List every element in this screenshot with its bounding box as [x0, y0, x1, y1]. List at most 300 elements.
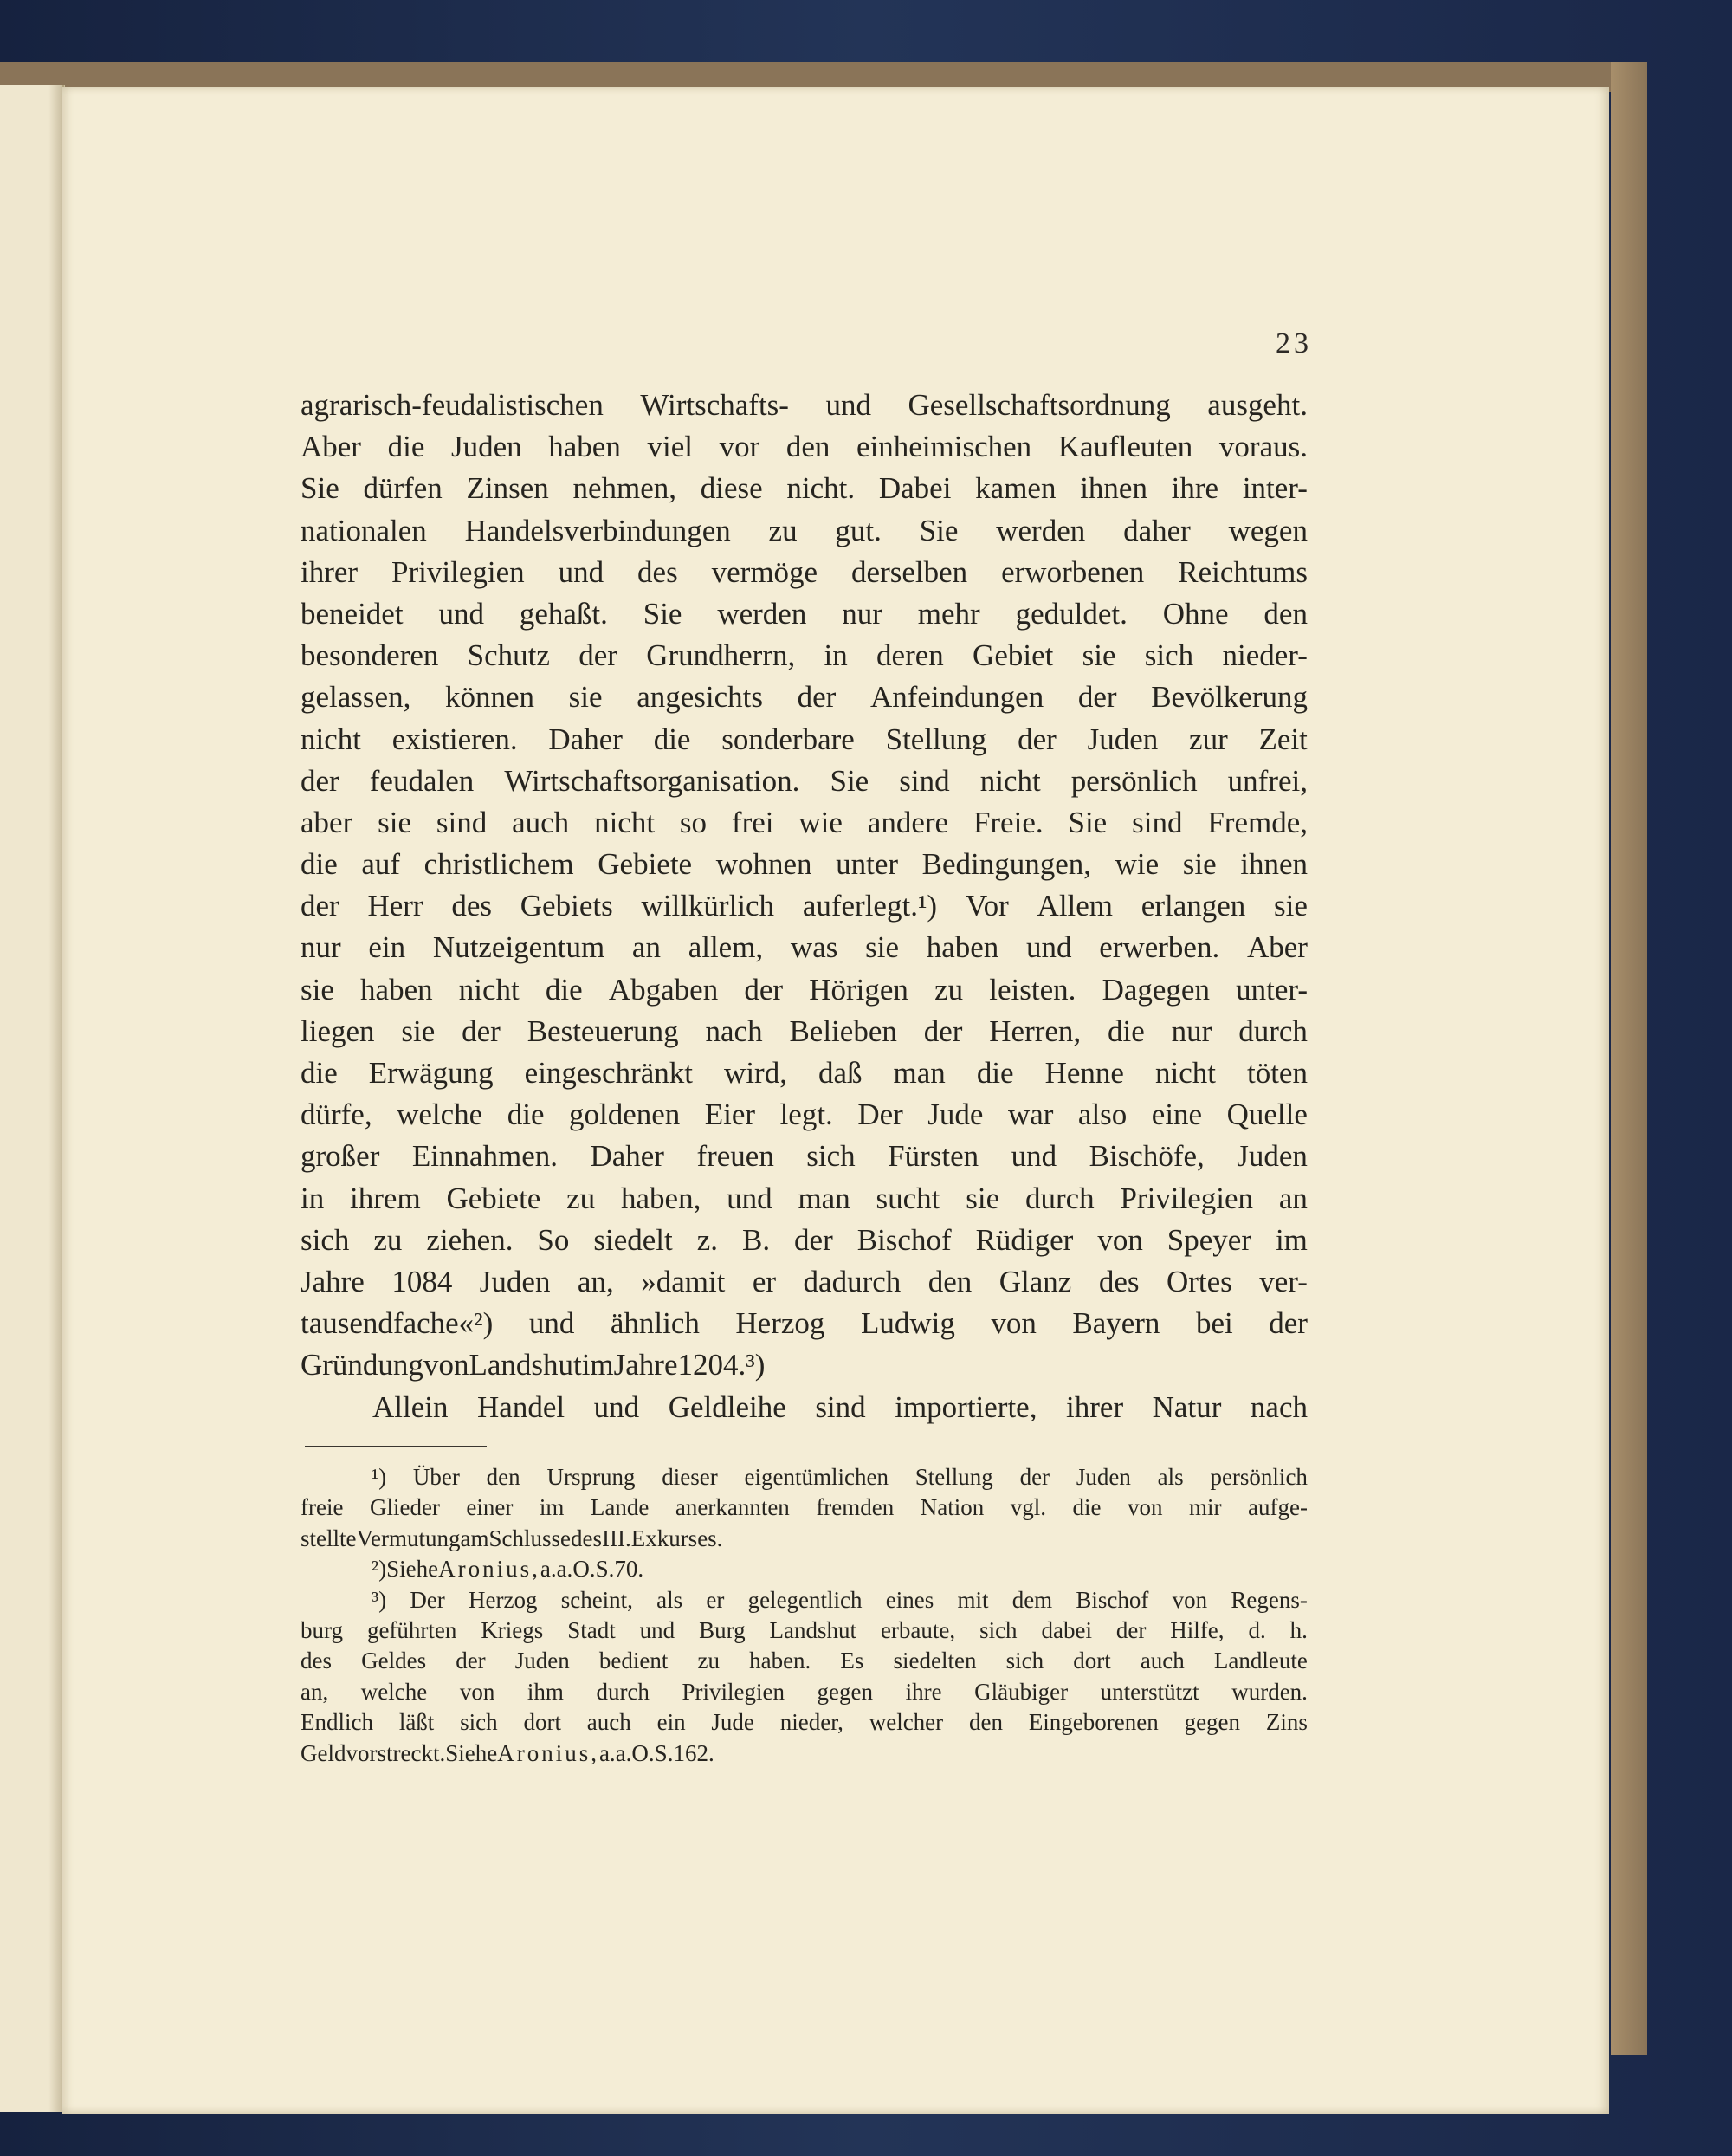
word: inter- [1242, 471, 1308, 506]
word: aber [301, 805, 353, 839]
word: der [1077, 680, 1117, 715]
word: Vermutung [356, 1525, 461, 1551]
word: Ludwig [860, 1306, 955, 1341]
word: andere [867, 805, 949, 839]
word: Geldes [361, 1648, 427, 1674]
word: Bischof [856, 1222, 952, 1257]
word: Gläubiger [974, 1678, 1069, 1705]
word: mit [957, 1586, 989, 1613]
word: Herzog [469, 1586, 538, 1613]
word: des [301, 1648, 332, 1674]
word: wie [1115, 847, 1160, 882]
word: im [1275, 1222, 1308, 1257]
footnote-line [301, 1554, 1308, 1584]
word: Allem [1037, 889, 1114, 923]
word: im [581, 1348, 614, 1382]
word: die [976, 1056, 1014, 1090]
word: Zinsen [466, 471, 549, 506]
word: zu [697, 1648, 720, 1674]
word: den [927, 1264, 973, 1298]
word: angesichts [637, 680, 763, 715]
word: Grundherrn, [646, 638, 796, 673]
word: auferlegt.¹) [802, 889, 938, 923]
footnote-line [301, 1492, 1308, 1523]
word: sucht [876, 1181, 940, 1215]
word: Wirtschafts- [640, 388, 789, 422]
word: unfrei, [1227, 763, 1308, 798]
word: Endlich [301, 1709, 373, 1736]
word: Vor [965, 889, 1009, 923]
page-number: 23 [1276, 327, 1312, 359]
word: Hörigen [809, 972, 908, 1007]
word: Ursprung [546, 1464, 636, 1490]
word: von [459, 1678, 495, 1705]
word: 1204.³) [677, 1348, 766, 1382]
word: haben [360, 972, 433, 1007]
word: der [301, 889, 339, 923]
word: Geldleihe [668, 1389, 786, 1424]
word: goldenen [568, 1097, 681, 1132]
word: vor [719, 430, 760, 464]
word: ihrer [1066, 1389, 1124, 1424]
word: und [639, 1616, 675, 1643]
word: importierte, [895, 1389, 1037, 1424]
word: töten [1246, 1056, 1308, 1090]
word: vorstreckt. [346, 1739, 446, 1766]
word: Bischöfe, [1089, 1139, 1205, 1174]
word: christlichem [423, 847, 574, 882]
word: sich [1005, 1648, 1044, 1674]
text-line [301, 552, 1308, 593]
word: nationalen [301, 513, 427, 547]
word: kamen [975, 471, 1057, 506]
text-line [301, 635, 1308, 677]
word: B. [741, 1222, 771, 1257]
word: besonderen [301, 638, 439, 673]
word: 162. [673, 1739, 714, 1766]
word: wurden. [1231, 1678, 1308, 1705]
word: liegen [301, 1013, 375, 1048]
word: erwerben. [1099, 930, 1220, 965]
word: Kriegs [481, 1616, 544, 1643]
word: sich [806, 1139, 856, 1174]
word: daß [818, 1056, 863, 1090]
word: O. [572, 1556, 596, 1583]
word: sind [436, 805, 488, 839]
word: die [301, 1056, 338, 1090]
word: den [785, 430, 830, 464]
word: auch [586, 1709, 631, 1736]
word: Landleute [1213, 1648, 1308, 1674]
word: geführten [366, 1616, 457, 1643]
word: Belieben [789, 1013, 897, 1048]
word: voraus. [1218, 430, 1308, 464]
word: ähnlich [610, 1306, 700, 1341]
word: Juden [1237, 1139, 1308, 1174]
word: nicht [594, 805, 656, 839]
word: Sie [919, 513, 959, 547]
word: einer [466, 1494, 514, 1521]
word: Juden [514, 1648, 570, 1674]
word: sie [966, 1181, 1000, 1215]
footnote-line [301, 1646, 1308, 1676]
word: dieser [662, 1464, 718, 1490]
word: von [1128, 1494, 1163, 1521]
word: Zins [1265, 1709, 1308, 1736]
word: erbaute, [880, 1616, 956, 1643]
word: Glanz [998, 1264, 1072, 1298]
word: S. [654, 1739, 674, 1766]
word: wohnen [715, 847, 812, 882]
word: sie [1082, 638, 1116, 673]
word: Siehe [445, 1739, 498, 1766]
word: nehmen, [572, 471, 677, 506]
word: ihm [527, 1678, 564, 1705]
word: des [1098, 1264, 1140, 1298]
word: »damit [641, 1264, 726, 1298]
word: ²) [372, 1556, 387, 1583]
word: freuen [696, 1139, 774, 1174]
word: siedelten [893, 1648, 977, 1674]
word: die [301, 847, 338, 882]
word: an, [577, 1264, 614, 1298]
word: sich [301, 1222, 350, 1257]
word: die [1108, 1013, 1145, 1048]
word: Jude [927, 1097, 984, 1132]
word: durch [1024, 1181, 1095, 1215]
word: nicht [458, 972, 520, 1007]
word: der [744, 972, 784, 1007]
word: vermöge [711, 554, 818, 589]
word: ziehen. [426, 1222, 514, 1257]
word: Juden [1076, 1464, 1131, 1490]
word: Aber [1246, 930, 1308, 965]
word: Siehe [386, 1556, 439, 1583]
word: existieren. [391, 722, 518, 756]
word: war [1007, 1097, 1054, 1132]
word: sich [460, 1709, 498, 1736]
word: welche [397, 1097, 483, 1132]
word: Der [410, 1586, 445, 1613]
word: im [539, 1494, 565, 1521]
word: haben, [621, 1181, 701, 1215]
word: Lande [590, 1494, 650, 1521]
word: Speyer [1167, 1222, 1251, 1257]
word: bei [1195, 1306, 1233, 1341]
word: stellte [301, 1525, 357, 1551]
word: mir [1189, 1494, 1222, 1521]
word: dort [1073, 1648, 1111, 1674]
word: Ohne [1162, 596, 1229, 631]
word: burg [301, 1616, 344, 1643]
word: sie [401, 1013, 436, 1048]
word: zu [566, 1181, 596, 1215]
word: zu [373, 1222, 403, 1257]
word: die [1072, 1494, 1102, 1521]
word: Glieder [369, 1494, 440, 1521]
word: Besteuerung [527, 1013, 679, 1048]
word: als [656, 1586, 683, 1613]
footnote-line [301, 1462, 1308, 1492]
word: wegen [1228, 513, 1308, 547]
word: gegen [1184, 1709, 1241, 1736]
word: nicht [979, 763, 1041, 798]
word: a. [540, 1556, 557, 1583]
word: Gründung [301, 1348, 423, 1382]
word: in [824, 638, 848, 673]
word: gut. [835, 513, 882, 547]
word: gehaßt. [519, 596, 608, 631]
word: die [507, 1097, 545, 1132]
word: ihnen [1080, 471, 1147, 506]
footnote-line [301, 1585, 1308, 1615]
word: Jahre [301, 1264, 365, 1298]
word: deren [876, 638, 944, 673]
word: eines [885, 1586, 934, 1613]
text-line [301, 385, 1308, 426]
word: Abgaben [608, 972, 719, 1007]
word: an [1278, 1181, 1308, 1215]
word: geduldet. [1015, 596, 1128, 631]
word: der [456, 1648, 486, 1674]
word: des [637, 554, 678, 589]
word: durch [596, 1678, 650, 1705]
word: ein [656, 1709, 686, 1736]
word: Handel [477, 1389, 565, 1424]
word: ein [368, 930, 406, 965]
word: und [1026, 930, 1072, 965]
word: der [923, 1013, 963, 1048]
word: viel [647, 430, 693, 464]
word: Eingeborenen [1028, 1709, 1159, 1736]
word: er [752, 1264, 777, 1298]
word: wie [798, 805, 843, 839]
word: ihnen [1240, 847, 1308, 882]
word: sich [1144, 638, 1194, 673]
word: III. [601, 1525, 631, 1551]
word: Bayern [1072, 1306, 1160, 1341]
text-line [301, 1220, 1308, 1261]
word: allem, [688, 930, 764, 965]
word: beneidet [301, 596, 404, 631]
word: Daher [548, 722, 623, 756]
word: Rüdiger [975, 1222, 1074, 1257]
word: Herzog [735, 1306, 825, 1341]
word: der [1019, 1464, 1050, 1490]
text-line [301, 969, 1308, 1011]
word: er [706, 1586, 725, 1613]
word: daher [1123, 513, 1191, 547]
word: Juden [1087, 722, 1159, 756]
word: auch [1140, 1648, 1185, 1674]
word: nur [1171, 1013, 1212, 1048]
word: der [797, 680, 837, 715]
word: ihre [905, 1678, 942, 1705]
word: durch [1238, 1013, 1308, 1048]
word: Burg [699, 1616, 746, 1643]
word: nicht [301, 722, 361, 756]
word: von [991, 1306, 1037, 1341]
word: Gesellschaftsordnung [908, 388, 1171, 422]
word: gegen [817, 1678, 874, 1705]
word: bedient [598, 1648, 669, 1674]
word: sind [1132, 805, 1183, 839]
word: Privilegien [682, 1678, 785, 1705]
word: Reichtums [1178, 554, 1308, 589]
text-line [301, 1094, 1308, 1136]
text-line [301, 761, 1308, 802]
word: erworbenen [1001, 554, 1145, 589]
word: Gebiets [520, 889, 613, 923]
word: man [893, 1056, 946, 1090]
word: des [451, 889, 493, 923]
footnote-separator [305, 1446, 487, 1447]
word: von [423, 1348, 469, 1382]
word: tausendfache«²) [301, 1306, 494, 1341]
word: eine [1151, 1097, 1203, 1132]
word: Landshut [769, 1616, 857, 1643]
word: Sie [830, 763, 869, 798]
word: und [528, 1306, 575, 1341]
word: Gebiete [598, 847, 693, 882]
word: Allein [372, 1389, 449, 1424]
text-line [301, 719, 1308, 761]
word: Kaufleuten [1057, 430, 1193, 464]
word: gelassen, [301, 680, 411, 715]
word: nur [842, 596, 882, 631]
word: freie [301, 1494, 344, 1521]
word: dem [1011, 1586, 1053, 1613]
word: Quelle [1226, 1097, 1308, 1132]
word: Erwägung [368, 1056, 494, 1090]
word: persönlich [1210, 1464, 1308, 1490]
word: Hilfe, [1170, 1616, 1225, 1643]
word: und [727, 1181, 772, 1215]
word: und [558, 554, 604, 589]
word: haben [926, 930, 999, 965]
word: sie [1274, 889, 1308, 923]
word: derselben [851, 554, 968, 589]
word: welche [360, 1678, 428, 1705]
word: ver- [1259, 1264, 1308, 1298]
word: also [1077, 1097, 1128, 1132]
word: nieder, [779, 1709, 843, 1736]
word: haben [548, 430, 621, 464]
word: Freie. [973, 805, 1044, 839]
word: agrarisch-feudalistischen [301, 388, 604, 422]
word: als [1157, 1464, 1184, 1490]
word: Über [412, 1464, 460, 1490]
word: nicht. [786, 471, 856, 506]
text-line [301, 927, 1308, 968]
word: die [653, 722, 691, 756]
word: zur [1189, 722, 1228, 756]
word: ihrem [350, 1181, 421, 1215]
footnote-line [301, 1615, 1308, 1646]
word: was [790, 930, 838, 965]
word: So [537, 1222, 570, 1257]
word: Juden [450, 430, 522, 464]
word: d. [1248, 1616, 1266, 1643]
word: Bedingungen, [921, 847, 1091, 882]
word: feudalen [369, 763, 475, 798]
book-cover-right-edge [1611, 62, 1647, 2055]
word: Bevölkerung [1151, 680, 1308, 715]
word: in [301, 1181, 325, 1215]
word: Exkurses. [630, 1525, 723, 1551]
text-line [301, 1052, 1308, 1094]
word: Natur [1152, 1389, 1222, 1424]
word: Der [857, 1097, 903, 1132]
text-line [301, 593, 1308, 635]
text-line [301, 1178, 1308, 1220]
text-line [301, 1303, 1308, 1344]
word: sind [899, 763, 950, 798]
word: zu [934, 972, 964, 1007]
word: den [486, 1464, 520, 1490]
word: können [444, 680, 535, 715]
footnote-line [301, 1524, 1308, 1554]
word: Fremde, [1207, 805, 1308, 839]
word: Aber [301, 430, 361, 464]
word: der [1115, 1616, 1147, 1643]
word: Stadt [567, 1616, 616, 1643]
word: nieder- [1222, 638, 1308, 673]
word: h. [1289, 1616, 1308, 1643]
word: gelegentlich [747, 1586, 863, 1613]
word: ihrer [301, 554, 359, 589]
word: die [545, 972, 583, 1007]
word: Anfeindungen [869, 680, 1044, 715]
word: diese [700, 471, 763, 506]
word: der [462, 1013, 501, 1048]
footnotes [301, 1462, 1308, 1769]
word: sich [979, 1616, 1018, 1643]
word: Sie [643, 596, 682, 631]
word: Schutz [467, 638, 550, 673]
word: Herr [367, 889, 423, 923]
word: Bischof [1076, 1586, 1149, 1613]
word: den [1263, 596, 1308, 631]
word: dort [523, 1709, 561, 1736]
word: des [570, 1525, 602, 1551]
text-line [301, 1136, 1308, 1177]
word: Ortes [1166, 1264, 1232, 1298]
word: Landshut [469, 1348, 582, 1382]
word: Sie [301, 471, 339, 506]
word: sie [568, 680, 603, 715]
footnote-line [301, 1707, 1308, 1738]
word: scheint, [560, 1586, 633, 1613]
word: Gebiet [973, 638, 1054, 673]
text-line [301, 426, 1308, 468]
word: der [578, 638, 617, 673]
word: aufge- [1248, 1494, 1308, 1521]
word: Dabei [878, 471, 952, 506]
word: siedelt [593, 1222, 673, 1257]
word: unter- [1236, 972, 1308, 1007]
text-line [301, 468, 1308, 509]
word: Regens- [1231, 1586, 1308, 1613]
word: von [1172, 1586, 1208, 1613]
word: dürfen [363, 471, 443, 506]
word: a. [598, 1739, 616, 1766]
word: dürfe, [301, 1097, 372, 1132]
word: Geld [301, 1739, 346, 1766]
text-line [301, 1344, 1308, 1386]
word: Daher [590, 1139, 664, 1174]
word: Eier [704, 1097, 756, 1132]
